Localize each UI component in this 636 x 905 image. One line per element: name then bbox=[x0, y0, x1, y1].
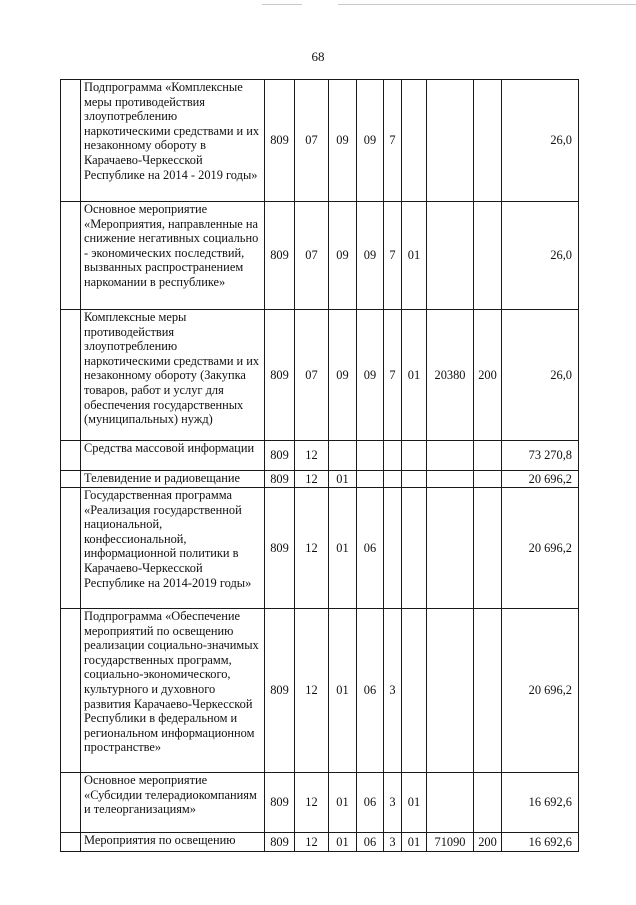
event-code-cell bbox=[402, 441, 427, 471]
direction-code-cell bbox=[427, 773, 474, 833]
row-name-cell: Телевидение и радиовещание bbox=[81, 471, 265, 488]
subprogram-code-cell: 7 bbox=[384, 202, 402, 310]
row-name-cell: Средства массовой информации bbox=[81, 441, 265, 471]
row-name-cell: Мероприятия по освещению bbox=[81, 833, 265, 852]
amount-cell: 26,0 bbox=[502, 202, 579, 310]
direction-code-cell bbox=[427, 609, 474, 773]
direction-code-cell: 71090 bbox=[427, 833, 474, 852]
expense-type-cell bbox=[474, 441, 502, 471]
event-code-cell: 01 bbox=[402, 833, 427, 852]
row-name-cell: Подпрограмма «Обеспечение мероприятий по освещению реализации социально-значимых государственных программ, социально-экономического, культурного и духовного развития Карачаево-Черкесской Республики в федеральном и региональном информационном пространстве» bbox=[81, 609, 265, 773]
subprogram-code-cell: 7 bbox=[384, 310, 402, 441]
ministry-code-cell: 809 bbox=[265, 488, 295, 609]
program-code-cell bbox=[357, 441, 384, 471]
row-margin-cell bbox=[61, 310, 81, 441]
event-code-cell: 01 bbox=[402, 202, 427, 310]
table-row bbox=[61, 833, 579, 852]
program-code-cell: 06 bbox=[357, 488, 384, 609]
direction-code-cell bbox=[427, 471, 474, 488]
row-margin-cell bbox=[61, 609, 81, 773]
event-code-cell bbox=[402, 609, 427, 773]
section-code-cell: 12 bbox=[295, 773, 329, 833]
row-margin-cell bbox=[61, 471, 81, 488]
subprogram-code-cell bbox=[384, 441, 402, 471]
subprogram-code-cell: 3 bbox=[384, 773, 402, 833]
ministry-code-cell: 809 bbox=[265, 310, 295, 441]
subprogram-code-cell: 3 bbox=[384, 609, 402, 773]
ministry-code-cell: 809 bbox=[265, 773, 295, 833]
expense-type-cell bbox=[474, 488, 502, 609]
table-row bbox=[61, 488, 579, 609]
program-code-cell: 06 bbox=[357, 773, 384, 833]
subsection-code-cell: 01 bbox=[329, 833, 357, 852]
row-margin-cell bbox=[61, 773, 81, 833]
table-body bbox=[61, 80, 579, 852]
subsection-code-cell: 09 bbox=[329, 80, 357, 202]
table-row bbox=[61, 441, 579, 471]
scan-artifact-line bbox=[338, 4, 636, 5]
program-code-cell: 06 bbox=[357, 609, 384, 773]
subprogram-code-cell bbox=[384, 488, 402, 609]
section-code-cell: 07 bbox=[295, 202, 329, 310]
program-code-cell: 09 bbox=[357, 310, 384, 441]
subprogram-code-cell: 3 bbox=[384, 833, 402, 852]
program-code-cell: 09 bbox=[357, 80, 384, 202]
row-name-cell: Комплексные меры противодействия злоупотреблению наркотическими средствами и их незаконному обороту (Закупка товаров, работ и услуг для обеспечения государственных (муниципальных) нужд) bbox=[81, 310, 265, 441]
subsection-code-cell: 01 bbox=[329, 609, 357, 773]
amount-cell: 16 692,6 bbox=[502, 833, 579, 852]
subsection-code-cell: 09 bbox=[329, 310, 357, 441]
budget-table bbox=[60, 79, 579, 852]
event-code-cell: 01 bbox=[402, 310, 427, 441]
table-row bbox=[61, 773, 579, 833]
amount-cell: 16 692,6 bbox=[502, 773, 579, 833]
ministry-code-cell: 809 bbox=[265, 609, 295, 773]
direction-code-cell bbox=[427, 202, 474, 310]
direction-code-cell bbox=[427, 441, 474, 471]
amount-cell: 73 270,8 bbox=[502, 441, 579, 471]
subsection-code-cell: 09 bbox=[329, 202, 357, 310]
direction-code-cell: 20380 bbox=[427, 310, 474, 441]
row-margin-cell bbox=[61, 202, 81, 310]
table-row bbox=[61, 471, 579, 488]
table-row bbox=[61, 80, 579, 202]
program-code-cell: 09 bbox=[357, 202, 384, 310]
ministry-code-cell: 809 bbox=[265, 80, 295, 202]
expense-type-cell bbox=[474, 80, 502, 202]
expense-type-cell bbox=[474, 202, 502, 310]
section-code-cell: 12 bbox=[295, 833, 329, 852]
section-code-cell: 12 bbox=[295, 441, 329, 471]
section-code-cell: 07 bbox=[295, 80, 329, 202]
amount-cell: 20 696,2 bbox=[502, 488, 579, 609]
table-row bbox=[61, 310, 579, 441]
expense-type-cell: 200 bbox=[474, 310, 502, 441]
row-name-cell: Основное мероприятие «Мероприятия, направленные на снижение негативных социально - экономических последствий, вызванных распространением наркомании в республике» bbox=[81, 202, 265, 310]
row-name-cell: Подпрограмма «Комплексные меры противодействия злоупотреблению наркотическими средствами и их незаконному обороту в Карачаево-Черкесской Республике на 2014 - 2019 годы» bbox=[81, 80, 265, 202]
ministry-code-cell: 809 bbox=[265, 833, 295, 852]
section-code-cell: 12 bbox=[295, 471, 329, 488]
row-margin-cell bbox=[61, 80, 81, 202]
row-name-cell: Государственная программа «Реализация государственной национальной, конфессиональной, информационной политики в Карачаево-Черкесской Республике на 2014-2019 годы» bbox=[81, 488, 265, 609]
ministry-code-cell: 809 bbox=[265, 202, 295, 310]
ministry-code-cell: 809 bbox=[265, 441, 295, 471]
amount-cell: 20 696,2 bbox=[502, 471, 579, 488]
event-code-cell: 01 bbox=[402, 773, 427, 833]
program-code-cell bbox=[357, 471, 384, 488]
expense-type-cell bbox=[474, 471, 502, 488]
scan-artifact-line bbox=[262, 4, 302, 5]
table-row bbox=[61, 609, 579, 773]
subsection-code-cell: 01 bbox=[329, 488, 357, 609]
section-code-cell: 12 bbox=[295, 609, 329, 773]
expense-type-cell bbox=[474, 773, 502, 833]
event-code-cell bbox=[402, 488, 427, 609]
subsection-code-cell bbox=[329, 441, 357, 471]
expense-type-cell bbox=[474, 609, 502, 773]
subsection-code-cell: 01 bbox=[329, 471, 357, 488]
direction-code-cell bbox=[427, 80, 474, 202]
subprogram-code-cell bbox=[384, 471, 402, 488]
subprogram-code-cell: 7 bbox=[384, 80, 402, 202]
row-margin-cell bbox=[61, 833, 81, 852]
amount-cell: 26,0 bbox=[502, 80, 579, 202]
program-code-cell: 06 bbox=[357, 833, 384, 852]
direction-code-cell bbox=[427, 488, 474, 609]
ministry-code-cell: 809 bbox=[265, 471, 295, 488]
row-margin-cell bbox=[61, 441, 81, 471]
event-code-cell bbox=[402, 80, 427, 202]
row-margin-cell bbox=[61, 488, 81, 609]
row-name-cell: Основное мероприятие «Субсидии телерадиокомпаниям и телеорганизациям» bbox=[81, 773, 265, 833]
subsection-code-cell: 01 bbox=[329, 773, 357, 833]
amount-cell: 26,0 bbox=[502, 310, 579, 441]
event-code-cell bbox=[402, 471, 427, 488]
page-number: 68 bbox=[311, 49, 325, 64]
section-code-cell: 12 bbox=[295, 488, 329, 609]
amount-cell: 20 696,2 bbox=[502, 609, 579, 773]
section-code-cell: 07 bbox=[295, 310, 329, 441]
table-row bbox=[61, 202, 579, 310]
expense-type-cell: 200 bbox=[474, 833, 502, 852]
